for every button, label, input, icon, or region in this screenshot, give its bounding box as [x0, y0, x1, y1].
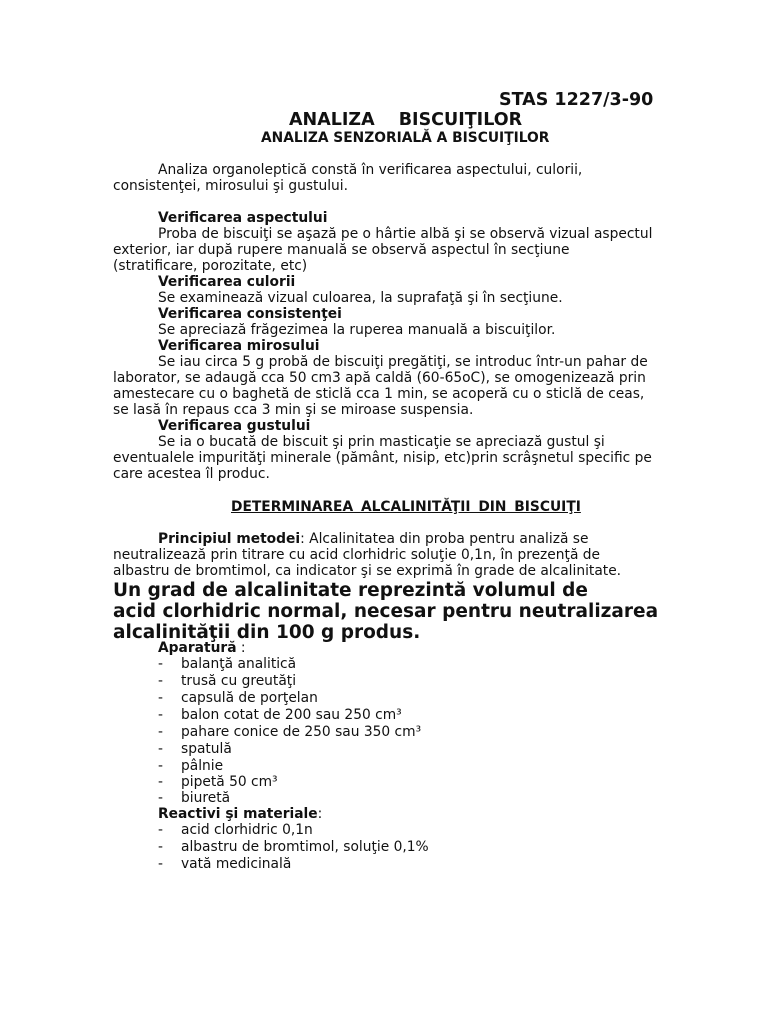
list-bullet: -: [158, 690, 163, 706]
aparatura-item: pipetă 50 cm³: [181, 774, 278, 790]
intro-line: consistenţei, mirosului şi gustului.: [113, 178, 348, 194]
reactivi-item: albastru de bromtimol, soluţie 0,1%: [181, 839, 429, 855]
aparatura-suffix: :: [236, 640, 246, 656]
aparatura-item: biuretă: [181, 790, 231, 806]
gust-line: Se ia o bucată de biscuit şi prin masticaţie se apreciază gustul şi: [158, 434, 605, 450]
gust-heading: Verificarea gustului: [158, 418, 311, 434]
list-bullet: -: [158, 774, 163, 790]
culoare-heading: Verificarea culorii: [158, 274, 296, 290]
aspect-line: (stratificare, porozitate, etc): [113, 258, 308, 274]
intro-line: Analiza organoleptică constă în verificarea aspectului, culorii,: [158, 162, 583, 178]
consistenta-text: Se apreciază frăgezimea la ruperea manuală a biscuiţilor.: [158, 322, 556, 338]
aspect-line: Proba de biscuiţi se aşază pe o hârtie albă şi se observă vizual aspectul: [158, 226, 653, 242]
list-bullet: -: [158, 656, 163, 672]
definition-line: Un grad de alcalinitate reprezintă volumul de: [113, 580, 588, 601]
stas-code: STAS 1227/3-90: [499, 90, 654, 110]
aparatura-item: pâlnie: [181, 758, 224, 774]
list-bullet: -: [158, 673, 163, 689]
list-bullet: -: [158, 741, 163, 757]
miros-line: amestecare cu o baghetă de sticlă cca 1 min, se acoperă cu o sticlă de ceas,: [113, 386, 645, 402]
document-subtitle: ANALIZA SENZORIALĂ A BISCUIŢILOR: [261, 130, 550, 146]
gust-line: eventualele impurităţi minerale (pământ, nisip, etc)prin scrâşnetul specific pe: [113, 450, 652, 466]
aparatura-item: trusă cu greutăţi: [181, 673, 297, 689]
list-bullet: -: [158, 790, 163, 806]
list-bullet: -: [158, 758, 163, 774]
miros-line: se lasă în repaus cca 3 min şi se miroase suspensia.: [113, 402, 474, 418]
definition-line: alcalinităţii din 100 g produs.: [113, 622, 421, 643]
miros-heading: Verificarea mirosului: [158, 338, 320, 354]
aparatura-heading-line: [158, 640, 246, 656]
aparatura-heading: Aparatură: [158, 640, 237, 656]
principiu-line: albastru de bromtimol, ca indicator şi se exprimă în grade de alcalinitate.: [113, 563, 622, 579]
document-title: ANALIZA BISCUIŢILOR: [289, 110, 523, 130]
principiu-line: [158, 531, 588, 547]
miros-line: Se iau circa 5 g probă de biscuiţi pregătiţi, se introduc într-un pahar de: [158, 354, 648, 370]
aparatura-item: pahare conice de 250 sau 350 cm³: [181, 724, 422, 740]
list-bullet: -: [158, 839, 163, 855]
aparatura-item: balanţă analitică: [181, 656, 297, 672]
reactivi-item: vată medicinală: [181, 856, 292, 872]
reactivi-suffix: :: [317, 806, 323, 822]
definition-line: acid clorhidric normal, necesar pentru neutralizarea: [113, 601, 659, 622]
list-bullet: -: [158, 856, 163, 872]
gust-line: care acestea îl produc.: [113, 466, 270, 482]
reactivi-item: acid clorhidric 0,1n: [181, 822, 313, 838]
aparatura-item: capsulă de porţelan: [181, 690, 318, 706]
consistenta-heading: Verificarea consistenţei: [158, 306, 342, 322]
aparatura-item: spatulă: [181, 741, 232, 757]
principiu-line: neutralizează prin titrare cu acid clorhidric soluţie 0,1n, în prezenţă de: [113, 547, 601, 563]
list-bullet: -: [158, 822, 163, 838]
principiu-text: : Alcalinitatea din proba pentru analiză se: [300, 531, 589, 547]
reactivi-heading: Reactivi şi materiale: [158, 806, 318, 822]
reactivi-heading-line: [158, 806, 322, 822]
miros-line: laborator, se adaugă cca 50 cm3 apă caldă (60-65oC), se omogenizează prin: [113, 370, 646, 386]
culoare-text: Se examinează vizual culoarea, la suprafaţă şi în secţiune.: [158, 290, 563, 306]
aparatura-item: balon cotat de 200 sau 250 cm³: [181, 707, 402, 723]
list-bullet: -: [158, 707, 163, 723]
aspect-heading: Verificarea aspectului: [158, 210, 328, 226]
principiu-label: Principiul metodei: [158, 531, 301, 547]
section-heading-alcalinitate: DETERMINAREA ALCALINITĂŢII DIN BISCUIŢI: [231, 499, 581, 515]
aspect-line: exterior, iar după rupere manuală se observă aspectul în secţiune: [113, 242, 570, 258]
list-bullet: -: [158, 724, 163, 740]
